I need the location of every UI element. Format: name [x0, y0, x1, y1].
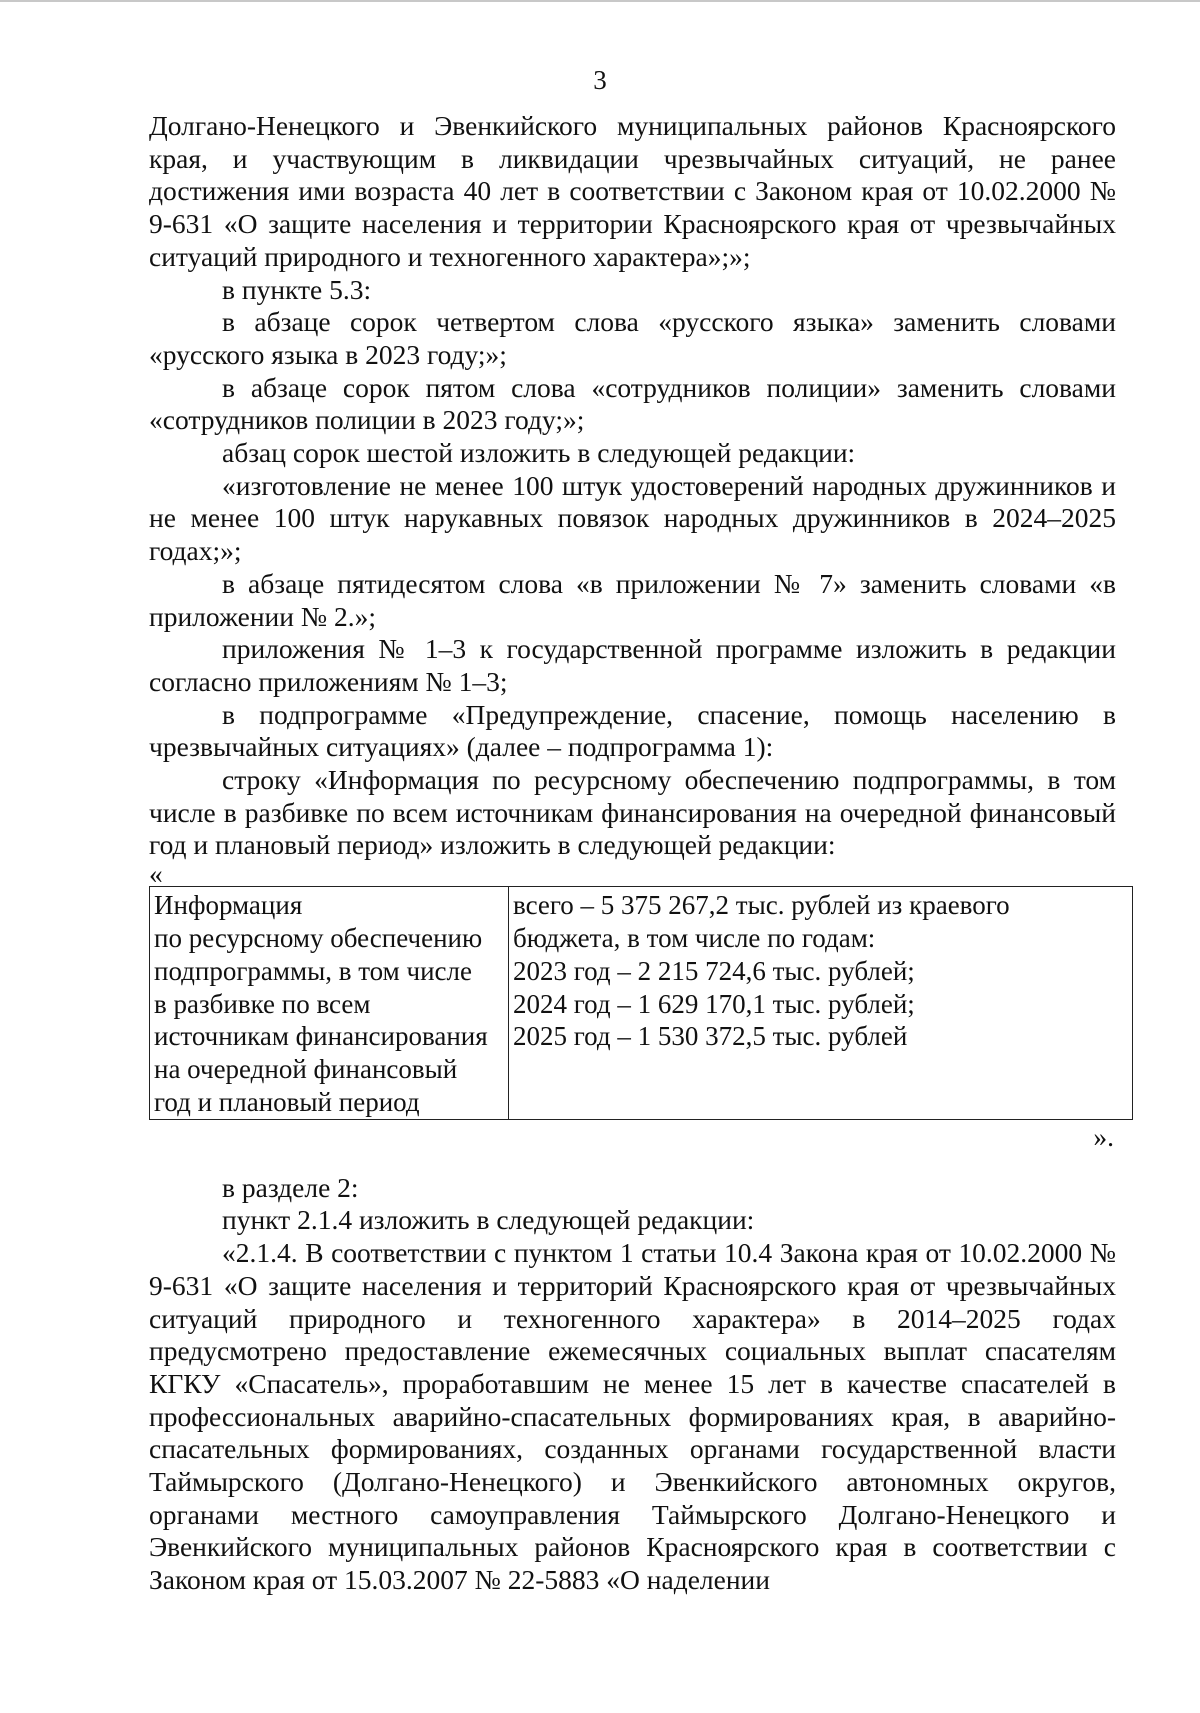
value-line-budget: бюджета, в том числе по годам:: [513, 922, 876, 953]
label-line: на очередной финансовый: [154, 1054, 458, 1085]
paragraph-abzac-44: в абзаце сорок четвертом слова «русского языка» заменить словами «русского языка в 2023 году;»;: [149, 306, 1116, 370]
paragraph-abzac-46: абзац сорок шестой изложить в следующей редакции:: [222, 437, 856, 469]
table-row: [150, 887, 1133, 1120]
paragraph-druzhinniki: «изготовление не менее 100 штук удостоверений народных дружинников и не менее 100 штук нарукавных повязок народных дружинников в 2024–2025 годах;»;: [149, 469, 1116, 567]
paragraph-podprogramma-1: в подпрограмме «Предупреждение, спасение, помощь населению в чрезвычайных ситуациях» (далее – подпрограмма 1):: [149, 698, 1116, 763]
paragraph-abzac-45: в абзаце сорок пятом слова «сотрудников полиции» заменить словами «сотрудников полиции в 2023 году;»;: [149, 371, 1116, 436]
document-body: [149, 110, 1116, 1597]
paragraph-prilozheniya: приложения № 1–3 к государственной программе изложить в редакции согласно приложениям № 1–3;: [149, 633, 1116, 697]
resource-table-label-cell: [150, 887, 509, 1120]
label-line: год и плановый период: [154, 1086, 420, 1117]
value-line-total: всего – 5 375 267,2 тыс. рублей из краевого: [513, 890, 1010, 921]
paragraph-stroku: строку «Информация по ресурсному обеспечению подпрограммы, в том числе в разбивке по всем источникам финансирования на очередной финансовый год и плановый период» изложить в следующей редакции:: [149, 764, 1116, 861]
paragraph-punkt-2-1-4: пункт 2.1.4 изложить в следующей редакции:: [222, 1204, 755, 1236]
value-line-2023: 2023 год – 2 215 724,6 тыс. рублей;: [513, 955, 915, 986]
label-line: по ресурсному обеспечению: [154, 922, 483, 953]
paragraph-intro: Долгано-Ненецкого и Эвенкийского муниципальных районов Красноярского края, и участвующим в ликвидации чрезвычайных ситуаций, не ранее достижения ими возраста 40 лет в соответствии с Законом края от 10.02.2000 № 9-631 «О защите населения и территории Красноярского края от чрезвычайных ситуаций природного и техногенного характера»;»;: [149, 110, 1116, 272]
resource-table: [149, 886, 1133, 1120]
label-line: источникам финансирования: [154, 1021, 488, 1052]
page-number: 3: [593, 65, 607, 95]
table-quote-open: «: [149, 858, 163, 890]
paragraph-2-1-4-text: «2.1.4. В соответствии с пунктом 1 статьи 10.4 Закона края от 10.02.2000 № 9-631 «О защите населения и территорий Красноярского края от чрезвычайных ситуаций природного и техногенного характера» в 2014–2025 годах предусмотрено предоставление ежемесячных социальных выплат спасателям КГКУ «Спасатель», проработавшим не менее 15 лет в качестве спасателей в профессиональных аварийно-спасательных формированиях края, в аварийно-спасательных формированиях, созданных органами государственной власти Таймырского (Долгано-Ненецкого) и Эвенкийского автономных округов, органами местного самоуправления Таймырского Долгано-Ненецкого и Эвенкийского муниципальных районов Красноярского края в соответствии с Законом края от 15.03.2007 № 22-5883 «О наделении: [149, 1237, 1116, 1596]
paragraph-abzac-50: в абзаце пятидесятом слова «в приложении № 7» заменить словами «в приложении № 2.»;: [149, 567, 1116, 632]
value-line-2025: 2025 год – 1 530 372,5 тыс. рублей: [513, 1021, 908, 1052]
resource-table-value-cell: [509, 887, 1133, 1120]
table-quote-close: ».: [1093, 1120, 1114, 1152]
label-line: подпрограммы, в том числе: [154, 955, 472, 986]
value-line-2024: 2024 год – 1 629 170,1 тыс. рублей;: [513, 988, 915, 1019]
label-line: Информация: [154, 890, 303, 921]
label-line: в разбивке по всем: [154, 988, 371, 1019]
paragraph-razdel-2: в разделе 2:: [222, 1171, 359, 1203]
paragraph-punkt-5-3: в пункте 5.3:: [222, 273, 372, 305]
scan-top-edge: [0, 0, 1200, 2]
